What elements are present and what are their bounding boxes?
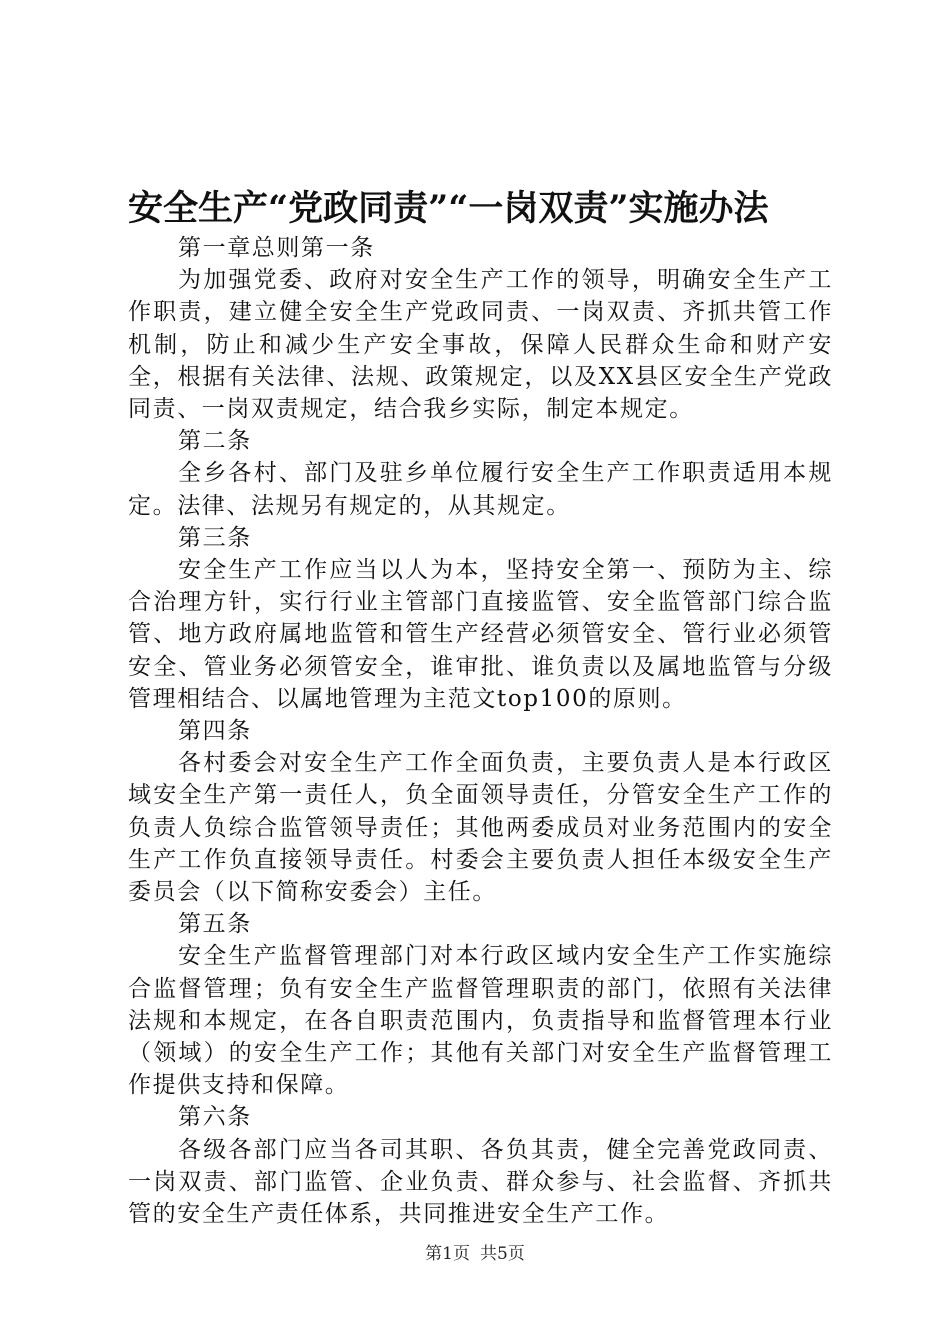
article-paragraph: 安全生产工作应当以人为本，坚持安全第一、预防为主、综合治理方针，实行行业主管部门直接监管、安全监管部门综合监管、地方政府属地监管和管生产经营必须管安全、管行业必须管安全、管业务必须管安全，谁审批、谁负责以及属地监管与分级管理相结合、以属地管理为主范文top100的原则。 (128, 557, 833, 712)
section-4 (128, 715, 833, 908)
article-heading: 第四条 (178, 718, 252, 745)
section-1 (128, 232, 833, 425)
article-paragraph: 各村委会对安全生产工作全面负责，主要负责人是本行政区域安全生产第一责任人，负全面领导责任，分管安全生产工作的负责人负综合监管领导责任；其他两委成员对业务范围内的安全生产工作负直接领导责任。村委会主要负责人担任本级安全生产委员会（以下简称安委会）主任。 (128, 750, 833, 906)
article-heading: 第五条 (178, 911, 252, 938)
section-5 (128, 908, 833, 1101)
article-heading: 第六条 (178, 1104, 252, 1131)
section-2 (128, 425, 833, 522)
document-title: 安全生产“党政同责”“一岗双责”实施办法 (128, 188, 769, 229)
document-body (128, 232, 833, 1230)
article-paragraph: 安全生产监督管理部门对本行政区域内安全生产工作实施综合监督管理；负有安全生产监督管理职责的部门，依照有关法律法规和本规定，在各自职责范围内，负责指导和监督管理本行业（领域）的安全生产工作；其他有关部门对安全生产监督管理工作提供支持和保障。 (128, 943, 833, 1099)
article-heading: 第一章总则第一条 (178, 235, 375, 261)
article-paragraph: 各级各部门应当各司其职、各负其责，健全完善党政同责、一岗双责、部门监管、企业负责、群众参与、社会监督、齐抓共管的安全生产责任体系，共同推进安全生产工作。 (128, 1136, 833, 1228)
page-total: 共5页 (480, 1244, 525, 1264)
page-footer (0, 1242, 950, 1266)
section-6 (128, 1101, 833, 1230)
section-3 (128, 522, 833, 715)
article-paragraph: 全乡各村、部门及驻乡单位履行安全生产工作职责适用本规定。法律、法规另有规定的，从其规定。 (128, 460, 833, 519)
page-number: 第1页 (425, 1244, 470, 1264)
article-heading: 第二条 (178, 428, 252, 455)
article-paragraph: 为加强党委、政府对安全生产工作的领导，明确安全生产工作职责，建立健全安全生产党政同责、一岗双责、齐抓共管工作机制，防止和减少生产安全事故，保障人民群众生命和财产安全，根据有关法律、法规、政策规定，以及XX县区安全生产党政同责、一岗双责规定，结合我乡实际，制定本规定。 (128, 267, 833, 423)
article-heading: 第三条 (178, 524, 252, 551)
